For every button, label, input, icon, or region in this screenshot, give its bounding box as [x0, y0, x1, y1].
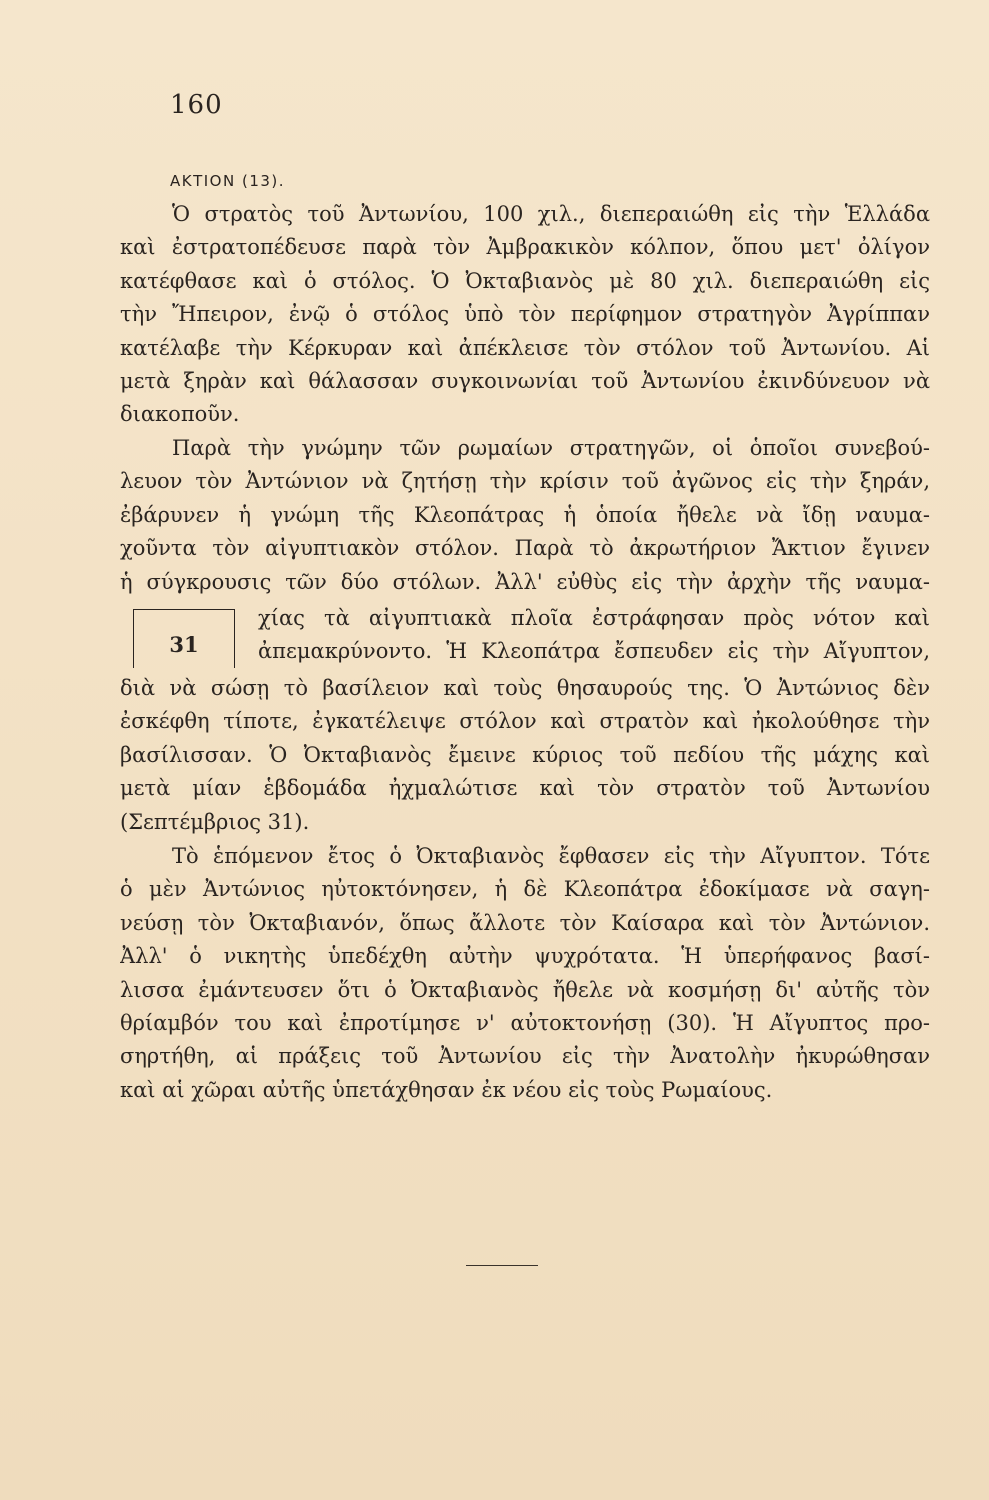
section-title: ΑΚΤΙΟΝ (13).: [170, 172, 286, 190]
text-line: κατέφθασε καὶ ὁ στόλος. Ὁ Ὀκταβιανὸς μὲ 80 χιλ. διεπεραιώθη εἰς: [120, 268, 930, 293]
text-line: βασίλισσαν. Ὁ Ὀκταβιανὸς ἔμεινε κύριος τοῦ πεδίου τῆς μάχης καὶ: [120, 742, 930, 767]
footer-divider: [466, 1265, 538, 1266]
sidebox-area: [120, 602, 930, 670]
text-line: ἐβάρυνεν ἡ γνώμη τῆς Κλεοπάτρας ἡ ὁποία ἤθελε νὰ ἴδῃ ναυμα-: [120, 502, 930, 527]
text-line: διακοποῦν.: [120, 402, 240, 427]
paragraph-2-continued: [120, 672, 930, 839]
text-line: (Σεπτέμβριος 31).: [120, 809, 310, 834]
text-line: Τὸ ἑπόμενον ἔτος ὁ Ὀκταβιανὸς ἔφθασεν εἰς τὴν Αἴγυπτον. Τότε: [172, 844, 930, 868]
text-line: τὴν Ἤπειρον, ἐνῷ ὁ στόλος ὑπὸ τὸν περίφημον στρατηγὸν Ἀγρίππαν: [120, 302, 930, 327]
paragraph-2: [120, 432, 930, 599]
wrapped-lines: [258, 602, 930, 669]
text-line: καὶ ἐστρατοπέδευσε παρὰ τὸν Ἀμβρακικὸν κόλπον, ὅπου μετ' ὀλίγον: [120, 235, 930, 260]
text-line: ἡ σύγκρουσις τῶν δύο στόλων. Ἀλλ' εὐθὺς εἰς τὴν ἀρχὴν τῆς ναυμα-: [120, 569, 930, 594]
year-marginal-number: 31: [169, 632, 199, 657]
text-line: θρίαμβόν του καὶ ἐπροτίμησε ν' αὐτοκτονήσῃ (30). Ἡ Αἴγυπτος προ-: [120, 1011, 930, 1036]
text-line: νεύσῃ τὸν Ὀκταβιανόν, ὅπως ἄλλοτε τὸν Καίσαρα καὶ τὸν Ἀντώνιον.: [120, 910, 930, 935]
text-line: ὁ μὲν Ἀντώνιος ηὐτοκτόνησεν, ἡ δὲ Κλεοπάτρα ἐδοκίμασε νὰ σαγη-: [120, 877, 930, 902]
text-line: μετὰ μίαν ἑβδομάδα ἠχμαλώτισε καὶ τὸν στρατὸν τοῦ Ἀντωνίου: [120, 776, 930, 801]
text-line: μετὰ ξηρὰν καὶ θάλασσαν συγκοινωνίαι τοῦ Ἀντωνίου ἐκινδύνευον νὰ: [120, 369, 930, 394]
paragraph-3: [120, 840, 930, 1107]
text-line: Παρὰ τὴν γνώμην τῶν ρωμαίων στρατηγῶν, οἱ ὁποῖοι συνεβού-: [172, 436, 930, 460]
text-line: καὶ αἱ χῶραι αὐτῆς ὑπετάχθησαν ἐκ νέου εἰς τοὺς Ρωμαίους.: [120, 1077, 773, 1102]
text-line: ἐσκέφθη τίποτε, ἐγκατέλειψε στόλον καὶ στρατὸν καὶ ἠκολούθησε τὴν: [120, 709, 930, 734]
text-line: λευον τὸν Ἀντώνιον νὰ ζητήσῃ τὴν κρίσιν τοῦ ἀγῶνος εἰς τὴν ξηράν,: [120, 469, 930, 494]
text-line: διὰ νὰ σώσῃ τὸ βασίλειον καὶ τοὺς θησαυρούς της. Ὁ Ἀντώνιος δὲν: [120, 676, 930, 700]
text-line: κατέλαβε τὴν Κέρκυραν καὶ ἀπέκλεισε τὸν στόλον τοῦ Ἀντωνίου. Αἱ: [120, 335, 930, 360]
text-line: χοῦντα τὸν αἰγυπτιακὸν στόλον. Παρὰ τὸ ἀκρωτήριον Ἄκτιον ἔγινεν: [120, 536, 930, 561]
year-marginal-box: [133, 609, 235, 668]
page-number: 160: [170, 90, 223, 120]
text-line: Ἀλλ' ὁ νικητὴς ὑπεδέχθη αὐτὴν ψυχρότατα. Ἡ ὑπερήφανος βασί-: [120, 944, 930, 969]
text-line: Ὁ στρατὸς τοῦ Ἀντωνίου, 100 χιλ., διεπεραιώθη εἰς τὴν Ἑλλάδα: [172, 202, 930, 226]
text-line: ἀπεμακρύνοντο. Ἡ Κλεοπάτρα ἔσπευδεν εἰς τὴν Αἴγυπτον,: [258, 639, 930, 664]
text-line: σηρτήθη, αἱ πράξεις τοῦ Ἀντωνίου εἰς τὴν Ἀνατολὴν ἠκυρώθησαν: [120, 1044, 930, 1069]
paragraph-1: [120, 198, 930, 432]
text-line: λισσα ἐμάντευσεν ὅτι ὁ Ὀκταβιανὸς ἤθελε νὰ κοσμήσῃ δι' αὐτῆς τὸν: [120, 977, 930, 1002]
text-line: χίας τὰ αἰγυπτιακὰ πλοῖα ἐστράφησαν πρὸς νότον καὶ: [258, 606, 930, 630]
